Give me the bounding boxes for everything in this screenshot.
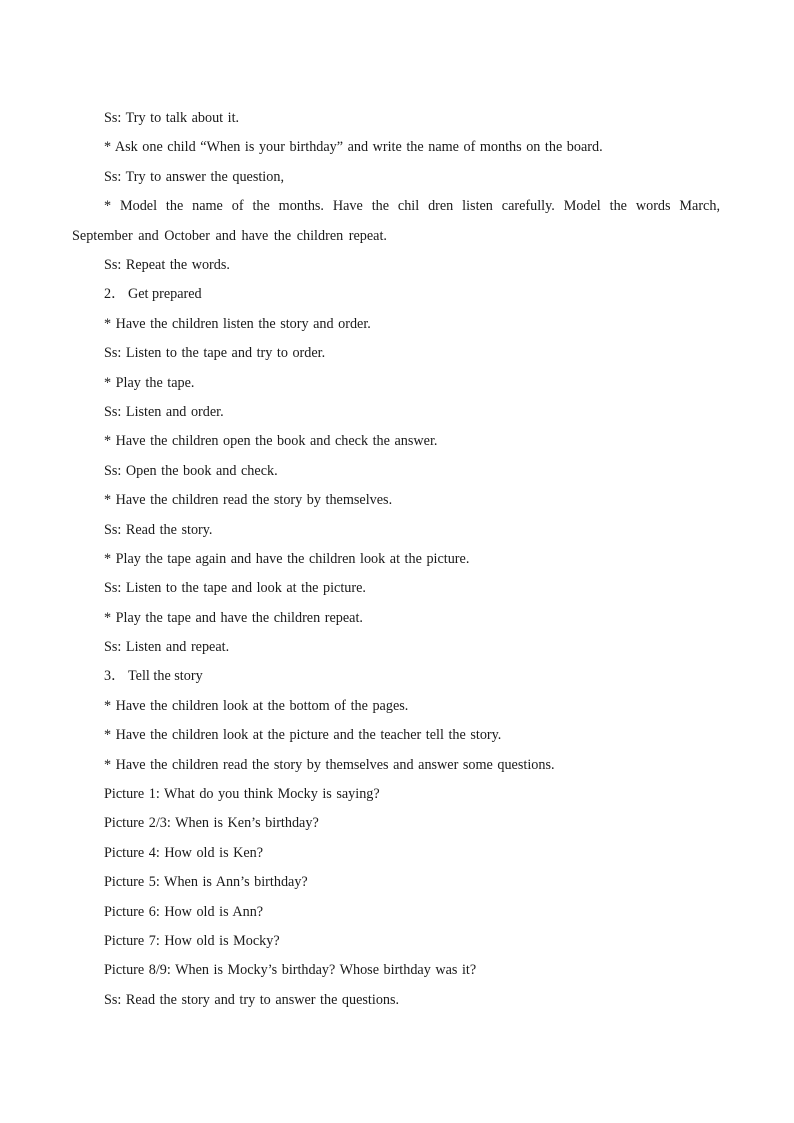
text-paragraph: * Model the name of the months. Have the chil dren listen carefully. Model the words March, September and October and have the children repeat.	[72, 198, 720, 244]
section-title: Tell the story	[128, 668, 203, 685]
text-line: * Have the children read the story by themselves.	[104, 492, 393, 509]
text-line: * Ask one child “When is your birthday” and write the name of months on the board.	[104, 139, 603, 156]
text-line: * Play the tape.	[104, 374, 195, 391]
text-line: Ss: Read the story.	[104, 521, 213, 538]
text-line: Picture 7: How old is Mocky?	[104, 932, 280, 949]
text-line: Picture 6: How old is Ann?	[104, 903, 264, 920]
text-line: Ss: Listen and order.	[104, 403, 224, 420]
text-line: Ss: Try to talk about it.	[104, 110, 240, 126]
text-line: * Play the tape and have the children repeat.	[104, 609, 363, 626]
text-line: Ss: Open the book and check.	[104, 462, 278, 479]
text-line: Ss: Listen to the tape and try to order.	[104, 345, 326, 362]
text-line: * Have the children listen the story and order.	[104, 315, 371, 332]
lesson-plan-body	[72, 104, 720, 1015]
text-line: * Have the children look at the picture and the teacher tell the story.	[104, 727, 502, 744]
section-title: Get prepared	[128, 286, 202, 303]
text-line: Picture 2/3: When is Ken’s birthday?	[104, 815, 319, 832]
text-line: Ss: Listen to the tape and look at the picture.	[104, 580, 366, 597]
text-line: Picture 4: How old is Ken?	[104, 844, 264, 861]
text-line: Picture 8/9: When is Mocky’s birthday? Whose birthday was it?	[104, 962, 477, 979]
text-line: Ss: Read the story and try to answer the questions.	[104, 991, 400, 1008]
text-line: Ss: Listen and repeat.	[104, 639, 230, 656]
section-heading-get-prepared	[72, 280, 720, 309]
text-line: * Have the children look at the bottom of the pages.	[104, 697, 409, 714]
section-number: 3．	[104, 668, 126, 685]
text-line: Picture 5: When is Ann’s birthday?	[104, 874, 308, 891]
text-line: * Have the children read the story by themselves and answer some questions.	[104, 756, 555, 773]
text-line: Ss: Try to answer the question,	[104, 168, 284, 185]
text-line: * Have the children open the book and check the answer.	[104, 433, 438, 450]
text-line: Picture 1: What do you think Mocky is saying?	[104, 786, 380, 803]
section-number: 2．	[104, 286, 126, 303]
text-line: * Play the tape again and have the children look at the picture.	[104, 550, 470, 567]
section-heading-tell-the-story	[72, 662, 720, 691]
text-line: Ss: Repeat the words.	[104, 256, 230, 273]
